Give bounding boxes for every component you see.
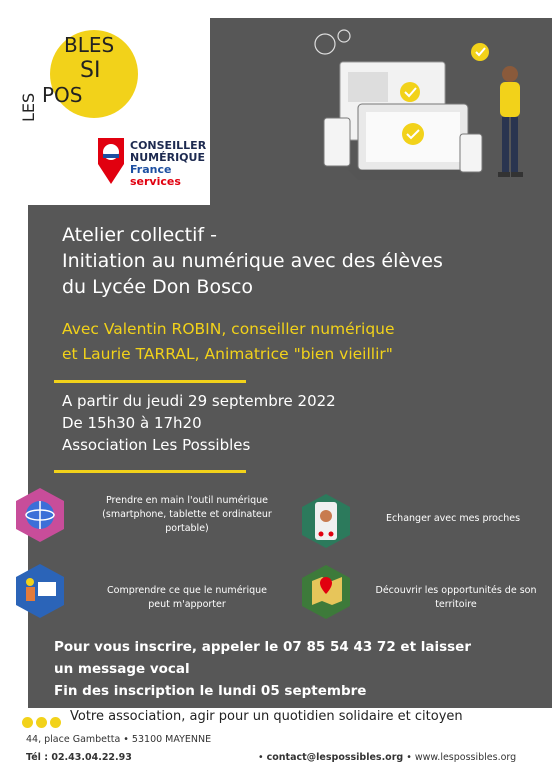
event-time: De 15h30 à 17h20 — [62, 414, 202, 432]
event-title — [62, 222, 532, 300]
event-date: A partir du jeudi 29 septembre 2022 — [62, 392, 336, 410]
title-line3: du Lycée Don Bosco — [62, 276, 254, 298]
footer-web[interactable]: • www.lespossibles.org — [406, 752, 517, 763]
footer-tagline: Votre association, agir pour un quotidien solidaire et citoyen — [70, 709, 463, 724]
inscription-deadline: Fin des inscription le lundi 05 septembre — [54, 683, 367, 699]
logo-text-si: SI — [80, 58, 101, 83]
footer-tel: Tél : 02.43.04.22.93 — [26, 752, 132, 763]
les-possibles-logo — [16, 22, 176, 122]
feature-1-text1: Prendre en main l'outil numérique — [105, 495, 269, 506]
feature-2-text1: Echanger avec mes proches — [385, 513, 521, 524]
title-line1: Atelier collectif - — [62, 224, 217, 246]
feature-3-text1: Comprendre ce que le numérique — [107, 585, 267, 596]
feature-1-text3: portable) — [165, 523, 209, 534]
feature-3 — [82, 584, 292, 612]
feature-1-text2: (smartphone, tablette et ordinateur — [102, 509, 272, 520]
devices-illustration — [290, 22, 535, 202]
feature-4-text1: Découvrir les opportunités de son — [375, 585, 537, 596]
event-hosts — [62, 317, 532, 367]
conseiller-numerique-label — [130, 140, 206, 188]
yellow-dots-icon — [22, 712, 64, 731]
cn-line4: services — [130, 175, 181, 188]
cn-line2: NUMÉRIQUE — [130, 151, 205, 164]
cn-line3: France — [130, 163, 172, 176]
divider-top — [54, 380, 246, 383]
event-info — [62, 390, 336, 456]
inscription-line2: un message vocal — [54, 661, 190, 677]
logo-text-pos: POS — [42, 83, 83, 107]
video-call-icon — [300, 492, 352, 550]
feature-2 — [378, 512, 528, 526]
title-line2: Initiation au numérique avec des élèves — [62, 250, 443, 272]
logo-text-les: LES — [19, 92, 38, 122]
hosts-line2: et Laurie TARRAL, Animatrice "bien vieillir" — [62, 345, 393, 363]
feature-4 — [370, 584, 542, 612]
map-pin-icon — [300, 563, 352, 621]
person-computer-icon — [14, 562, 66, 620]
logo-text-bles: BLES — [64, 33, 115, 57]
feature-1 — [82, 494, 292, 536]
footer-contact: • contact@lespossibles.org • www.lespossibles.org — [258, 752, 517, 763]
inscription-info — [54, 636, 534, 702]
event-place: Association Les Possibles — [62, 436, 251, 454]
globe-network-icon — [14, 486, 66, 544]
hosts-line1: Avec Valentin ROBIN, conseiller numérique — [62, 320, 395, 338]
feature-4-text2: territoire — [435, 599, 477, 610]
feature-3-text2: peut m'apporter — [148, 599, 226, 610]
cn-line1: CONSEILLER — [130, 139, 207, 152]
footer-address: 44, place Gambetta • 53100 MAYENNE — [26, 734, 212, 745]
footer-email[interactable]: contact@lespossibles.org — [266, 752, 404, 763]
divider-bottom — [54, 470, 246, 473]
inscription-line1: Pour vous inscrire, appeler le 07 85 54 43 72 et laisser — [54, 639, 471, 655]
